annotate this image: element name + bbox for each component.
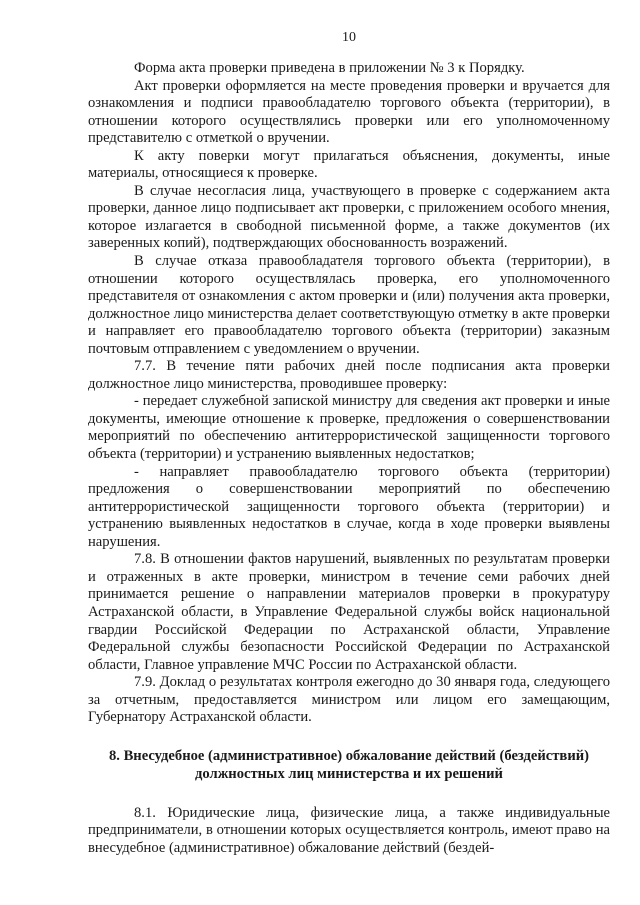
paragraph-refusal: В случае отказа правообладателя торгового объекта (территории), в отношении которого осуществлялась проверка, его уполномоченного представителя от ознакомления с актом проверки и (или) получения акта проверки, должностное лицо министерства делает соответствующую отметку в акте проверки и направляет его правообладателю торгового объекта (территории) заказным почтовым отправлением с уведомлением о вручении. [88, 253, 610, 357]
paragraph-7-7: 7.7. В течение пяти рабочих дней после подписания акта проверки должностное лицо министерства, проводившее проверку: [88, 358, 610, 392]
paragraph-act-form: Форма акта проверки приведена в приложении № 3 к Порядку. [134, 60, 525, 76]
paragraph-act-delivery: Акт проверки оформляется на месте проведения проверки и вручается для ознакомления и подписи правообладателю торгового объекта (территории), в отношении которого осуществлялись проверки или его уполномоченному представителю с отметкой о вручении. [88, 77, 610, 147]
document-page [88, 30, 610, 900]
paragraph-7-7-item-2: - направляет правообладателю торгового объекта (территории) предложения о совершенствовании мероприятий по обеспечению антитеррористической защищенности торгового объекта (территории) и устранению выявленных недостатков в случае, когда в ходе проверки выявлены нарушения. [88, 463, 610, 550]
paragraph-act-attachments: К акту поверки могут прилагаться объяснения, документы, иные материалы, относящиеся к проверке. [88, 147, 610, 182]
paragraph-7-7-item-1: - передает служебной запиской министру для сведения акт проверки и иные документы, имеющие отношение к проверке, предложения о совершенствовании мероприятий по обеспечению антитеррористической защищенности торгового объекта (территории) и устранению выявленных недостатков; [88, 393, 610, 463]
paragraph-8-1: 8.1. Юридические лица, физические лица, а также индивидуальные предприниматели, в отношении которых осуществляется контроль, имеют право на внесудебное (административное) обжалование действий (бездей- [88, 804, 610, 856]
paragraph-7-9: 7.9. Доклад о результатах контроля ежегодно до 30 января года, следующего за отчетным, предоставляется министром или лицом его замещающим, Губернатору Астраханской области. [88, 674, 610, 726]
page-number: 10 [342, 30, 356, 45]
paragraph-disagreement: В случае несогласия лица, участвующего в проверке с содержанием акта проверки, данное лицо подписывает акт проверки, с приложением особого мнения, которое излагается в свободной письменной форме, а также документов (их заверенных копий), подтверждающих обоснованность возражений. [88, 182, 610, 252]
section-heading: 8. Внесудебное (административное) обжалование действий (бездействий) должностных лиц министерства и их решений [108, 747, 589, 782]
paragraph-7-8: 7.8. В отношении фактов нарушений, выявленных по результатам проверки и отраженных в акте проверки, министром в течение семи рабочих дней принимается решение о направлении материалов проверки в прокуратуру Астраханской области, в Управление Федеральной службы войск национальной гвардии Российской Федерации по Астраханской области, Управление Федеральной службы безопасности Российской Федерации по Астраханской области, Главное управление МЧС России по Астраханской области. [88, 551, 610, 673]
